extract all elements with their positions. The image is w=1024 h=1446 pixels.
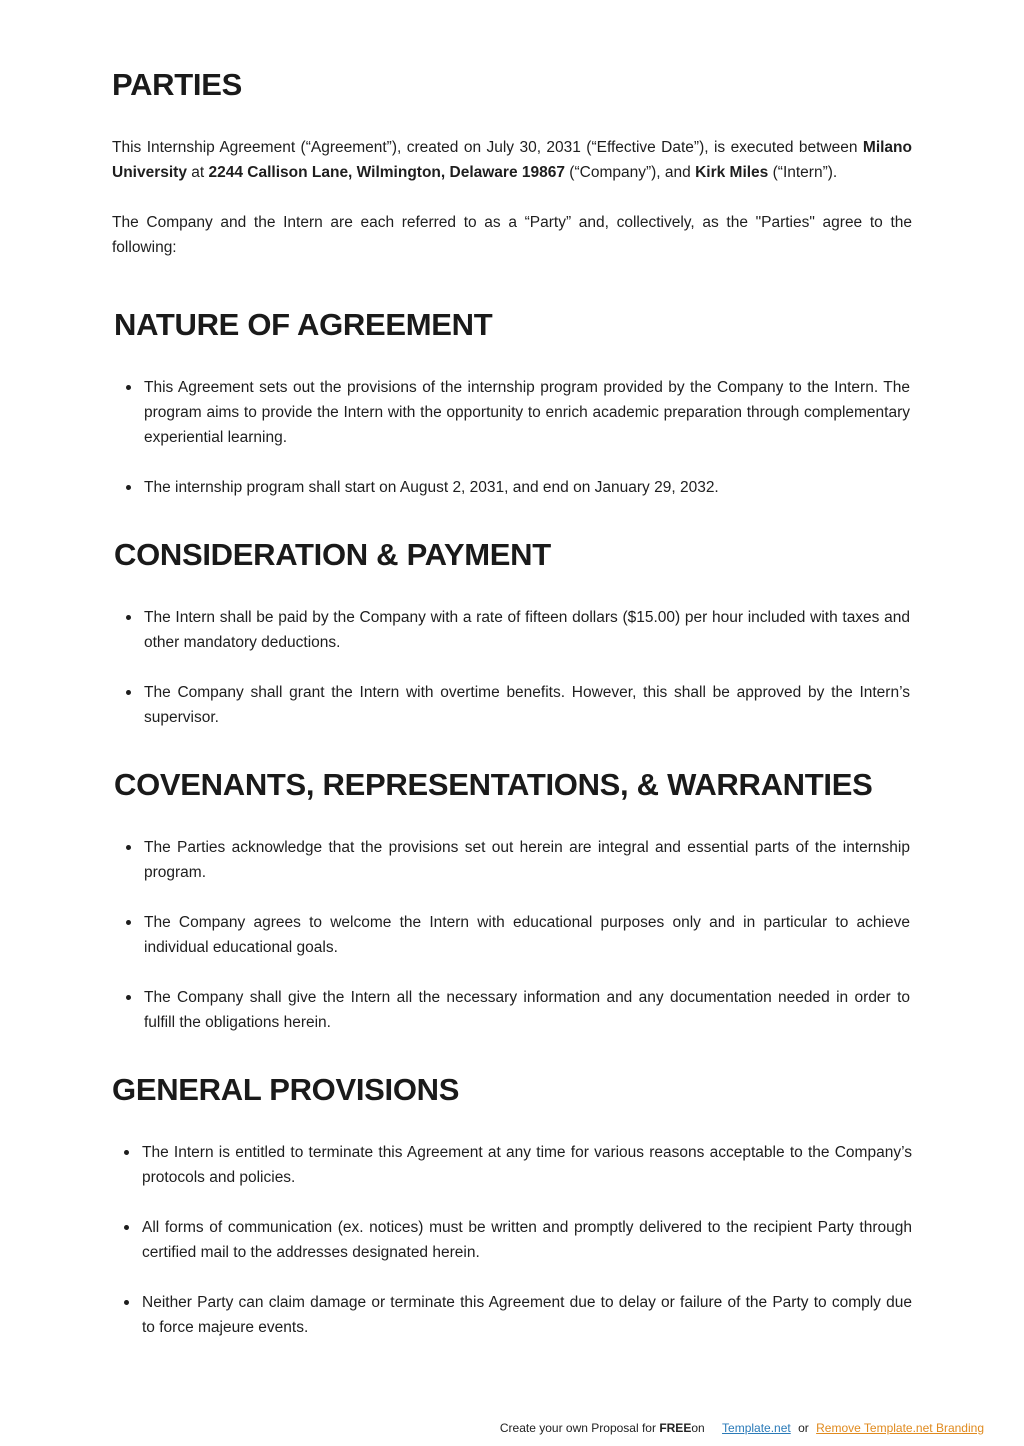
list-item: The Company agrees to welcome the Intern with educational purposes only and in particular to achieve individual educational goals. [112,910,910,960]
list-item: The Intern is entitled to terminate this Agreement at any time for various reasons acceptable to the Company’s protocols and policies. [110,1140,912,1190]
consideration-list [112,605,910,755]
list-item: The internship program shall start on August 2, 2031, and end on January 29, 2032. [112,475,910,500]
list-item: The Company shall give the Intern all the necessary information and any documentation needed in order to fulfill the obligations herein. [112,985,910,1035]
consideration-heading: CONSIDERATION & PAYMENT [114,537,551,572]
remove-branding-link[interactable]: Remove Template.net Branding [816,1421,984,1435]
list-item: The Intern shall be paid by the Company with a rate of fifteen dollars ($15.00) per hour included with taxes and other mandatory deductions. [112,605,910,655]
company-address: 2244 Callison Lane, Wilmington, Delaware 19867 [208,164,565,181]
parties-collective-paragraph: The Company and the Intern are each referred to as a “Party” and, collectively, as the "Parties" agree to the following: [112,214,912,256]
branding-footer [500,1420,984,1436]
intro-text-4: (“Intern”). [768,164,838,181]
intern-name: Kirk Miles [695,164,769,181]
footer-text: Create your own Proposal for [499,1421,660,1435]
covenants-heading: COVENANTS, REPRESENTATIONS, & WARRANTIES [114,767,873,802]
list-item: All forms of communication (ex. notices) must be written and promptly delivered to the recipient Party through certified mail to the addresses designated herein. [110,1215,912,1265]
general-heading: GENERAL PROVISIONS [112,1072,460,1107]
nature-list [112,375,910,525]
intro-text-3: (“Company”), and [565,164,696,181]
company-name: Milano University [112,139,912,181]
list-item: The Company shall grant the Intern with overtime benefits. However, this shall be approved by the Intern’s supervisor. [112,680,910,730]
intro-text-2: at [186,164,209,181]
intro-text-1: This Internship Agreement (“Agreement”), created on July 30, 2031 (“Effective Date”), is executed between [112,139,863,156]
covenants-list [112,835,910,1060]
list-item: This Agreement sets out the provisions of the internship program provided by the Company to the Intern. The program aims to provide the Intern with the opportunity to enrich academic preparation through complementary experiential learning. [112,375,910,450]
parties-intro-paragraph [112,135,912,185]
general-list [110,1140,912,1365]
list-item: Neither Party can claim damage or terminate this Agreement due to delay or failure of the Party to comply due to force majeure events. [110,1290,912,1340]
parties-heading: PARTIES [112,67,242,102]
template-net-link[interactable]: Template.net [722,1421,791,1435]
footer-or: or [798,1421,809,1435]
footer-free: FREE [659,1421,692,1435]
list-item: The Parties acknowledge that the provisions set out herein are integral and essential parts of the internship program. [112,835,910,885]
footer-on: on [691,1421,705,1435]
nature-heading: NATURE OF AGREEMENT [114,307,493,342]
